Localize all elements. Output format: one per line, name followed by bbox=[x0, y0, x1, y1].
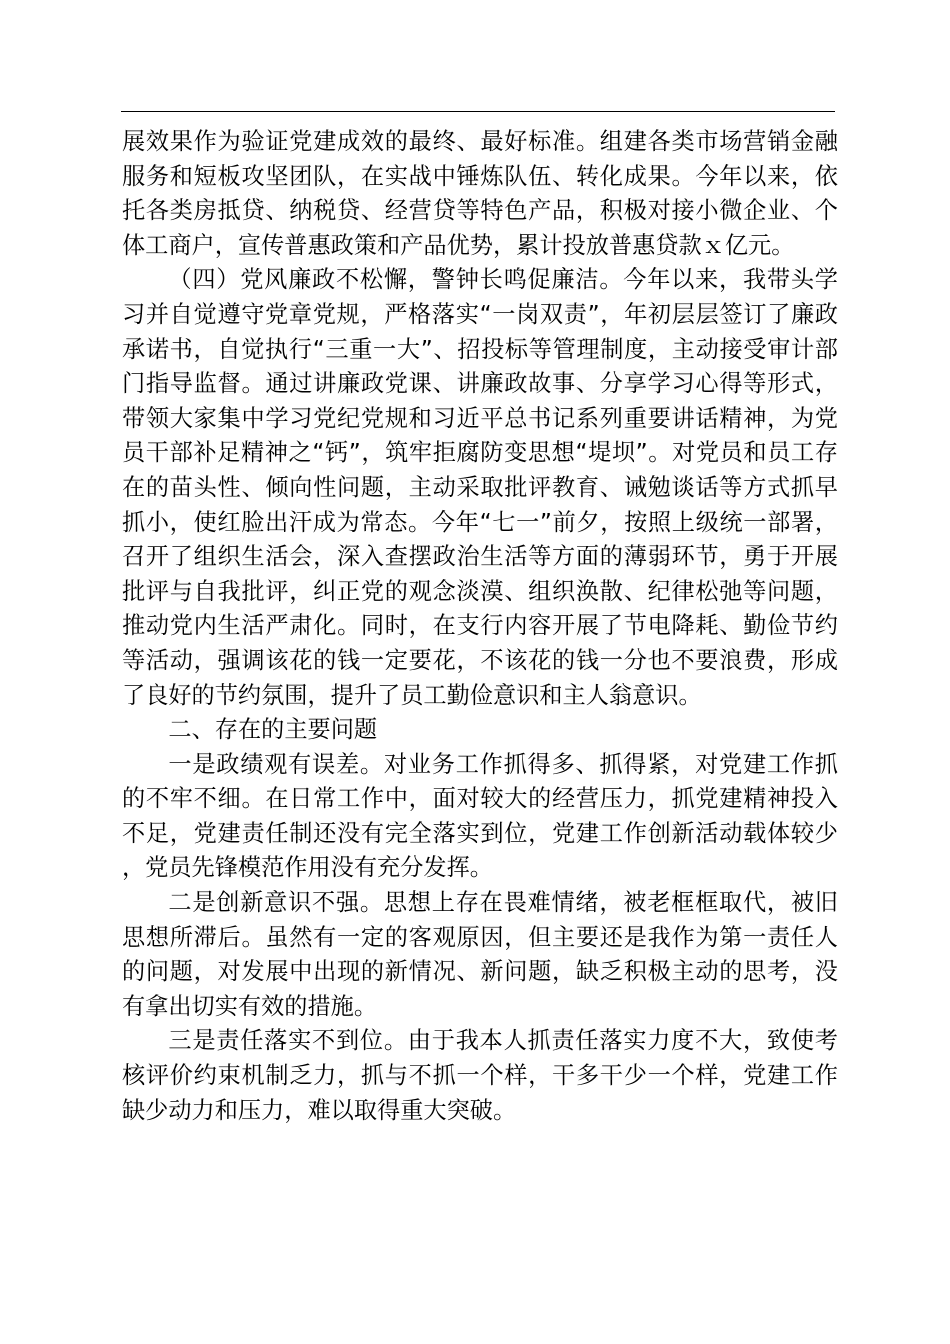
paragraph-section-four: （四）党风廉政不松懈，警钟长鸣促廉洁。今年以来，我带头学习并自觉遵守党章党规，严格落实“一岗双责”，年初层层签订了廉政承诺书，自觉执行“三重一大”、招投标等管理制度，主动接受审计部门指导监督。通过讲廉政党课、讲廉政故事、分享学习心得等形式，带领大家集中学习党纪党规和习近平总书记系列重要讲话精神，为党员干部补足精神之“钙”，筑牢拒腐防变思想“堤坝”。对党员和员工存在的苗头性、倾向性问题，主动采取批评教育、诫勉谈话等方式抓早抓小，使红脸出汗成为常态。今年“七一”前夕，按照上级统一部署，召开了组织生活会，深入查摆政治生活等方面的薄弱环节，勇于开展批评与自我批评，纠正党的观念淡漠、组织涣散、纪律松弛等问题，推动党内生活严肃化。同时，在支行内容开展了节电降耗、勤俭节约等活动，强调该花的钱一定要花，不该花的钱一分也不要浪费，形成了良好的节约氛围，提升了员工勤俭意识和主人翁意识。 bbox=[122, 266, 838, 709]
document-body bbox=[122, 125, 838, 1128]
header-rule bbox=[121, 111, 835, 112]
paragraph-problem-three: 三是责任落实不到位。由于我本人抓责任落实力度不大，致使考核评价约束机制乏力，抓与不抓一个样，干多干少一个样，党建工作缺少动力和压力，难以取得重大突破。 bbox=[122, 1027, 838, 1124]
paragraph-problem-one: 一是政绩观有误差。对业务工作抓得多、抓得紧，对党建工作抓的不牢不细。在日常工作中，面对较大的经营压力，抓党建精神投入不足，党建责任制还没有完全落实到位，党建工作创新活动载体较少，党员先锋模范作用没有充分发挥。 bbox=[122, 750, 838, 882]
paragraph-continuation: 展效果作为验证党建成效的最终、最好标准。组建各类市场营销金融服务和短板攻坚团队，在实战中锤炼队伍、转化成果。今年以来，依托各类房抵贷、纳税贷、经营贷等特色产品，积极对接小微企业、个体工商户，宣传普惠政策和产品优势，累计投放普惠贷款ｘ亿元。 bbox=[122, 128, 838, 259]
paragraph-problem-two: 二是创新意识不强。思想上存在畏难情绪，被老框框取代，被旧思想所滞后。虽然有一定的客观原因，但主要还是我作为第一责任人的问题，对发展中出现的新情况、新问题，缺乏积极主动的思考，没有拿出切实有效的措施。 bbox=[122, 889, 838, 1020]
section-heading-problems: 二、存在的主要问题 bbox=[168, 716, 378, 744]
